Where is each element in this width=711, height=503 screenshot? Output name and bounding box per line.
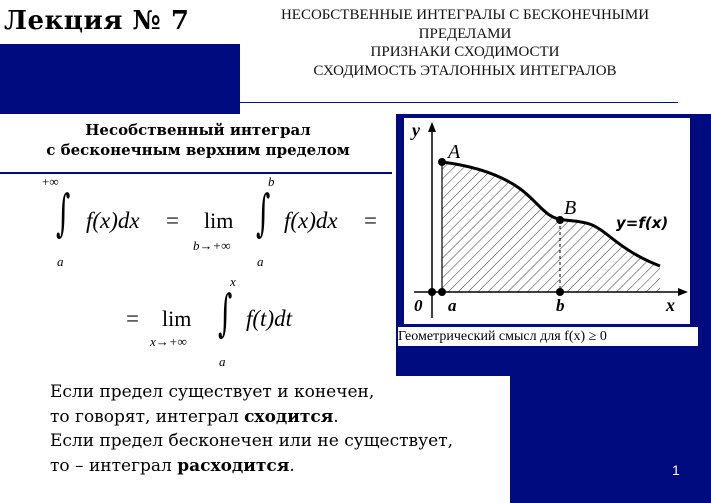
- a-label: a: [448, 296, 457, 315]
- conclusion-line: Если предел бесконечен или не существует,: [50, 431, 453, 451]
- graph-caption: Геометрический смысл для f(x) ≥ 0: [398, 327, 698, 346]
- origin-point: [428, 288, 436, 296]
- conclusion-line: Если предел существует и конечен,: [50, 382, 375, 402]
- integrand: f(t)dt: [246, 306, 292, 331]
- point-b: [556, 288, 564, 296]
- conclusion-text-span: то – интеграл: [50, 455, 178, 476]
- curve-label: y=f(x): [616, 214, 669, 232]
- integral-sign: ∫: [56, 184, 71, 242]
- topic-line: ПРИЗНАКИ СХОДИМОСТИ: [370, 44, 560, 60]
- integral-sign: ∫: [218, 284, 233, 342]
- origin-label: 0: [414, 296, 423, 315]
- lim-operator: lim: [162, 306, 192, 331]
- point-A: [438, 158, 446, 166]
- integral-sign: ∫: [256, 184, 271, 242]
- x-axis-arrow: [678, 288, 688, 296]
- conclusion-text-span: то говорят, интеграл: [50, 406, 245, 427]
- conclusion-line: [50, 405, 510, 430]
- converges-term: сходится: [244, 406, 334, 427]
- upper-limit-b: b: [268, 174, 275, 189]
- equals-sign: =: [126, 306, 139, 331]
- x-axis-label: x: [666, 295, 675, 315]
- lim-subscript: x→+∞: [150, 334, 187, 349]
- point-a: [438, 288, 446, 296]
- lower-limit-a: a: [219, 354, 226, 369]
- lower-limit-a: a: [57, 254, 64, 269]
- header-divider: [234, 102, 678, 103]
- graph-svg: [404, 118, 690, 324]
- upper-limit-inf: +∞: [42, 174, 59, 189]
- definition-line: Несобственный интеграл: [85, 121, 311, 139]
- point-B-label: B: [564, 197, 577, 219]
- equals-sign: =: [166, 208, 179, 233]
- lecture-title: Лекция № 7: [4, 6, 190, 36]
- diverges-term: расходится: [177, 455, 290, 476]
- y-axis-arrow: [428, 122, 436, 132]
- b-label: b: [556, 296, 565, 315]
- upper-limit-x: x: [230, 274, 236, 289]
- header-accent-bar: [0, 44, 240, 114]
- formula-block: [0, 172, 392, 370]
- integral-graph: [404, 118, 690, 324]
- y-axis-label: y: [412, 120, 420, 140]
- point-A-label: A: [448, 141, 461, 163]
- topic-line: ПРЕДЕЛАМИ: [418, 25, 512, 42]
- conclusion-text: [0, 376, 510, 503]
- point-B: [556, 216, 564, 224]
- conclusion-line: [50, 454, 510, 479]
- topic-line: НЕСОБСТВЕННЫЕ ИНТЕГРАЛЫ С БЕСКОНЕЧНЫМИ: [280, 7, 650, 23]
- lower-limit-a: a: [257, 254, 264, 269]
- definition-heading: [0, 114, 396, 172]
- integrand: f(x)dx: [86, 208, 140, 233]
- lecture-topics: [244, 6, 686, 80]
- integrand: f(x)dx: [284, 208, 338, 233]
- lim-operator: lim: [204, 208, 234, 233]
- lim-subscript: b→+∞: [193, 238, 231, 253]
- definition-line: с бесконечным верхним пределом: [46, 141, 350, 159]
- conclusion-text-span: .: [333, 406, 339, 427]
- equals-sign: =: [364, 208, 377, 233]
- conclusion-text-span: .: [289, 455, 295, 476]
- topic-line: СХОДИМОСТЬ ЭТАЛОННЫХ ИНТЕГРАЛОВ: [313, 62, 617, 79]
- page-number: 1: [672, 462, 680, 478]
